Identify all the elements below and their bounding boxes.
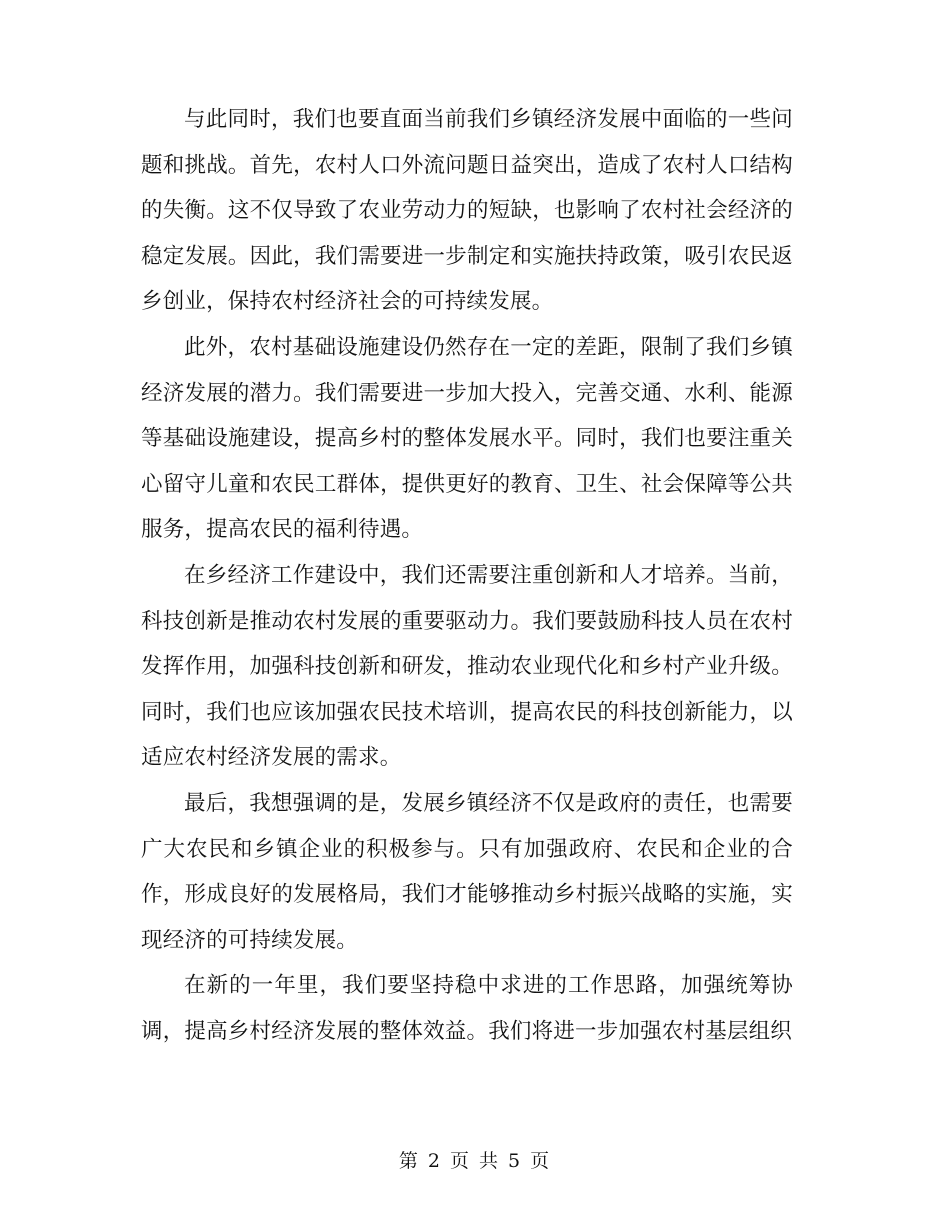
paragraph-3: 在乡经济工作建设中，我们还需要注重创新和人才培养。当前，科技创新是推动农村发展的重要驱动力。我们要鼓励科技人员在农村发挥作用，加强科技创新和研发，推动农业现代化和乡村产业升级。同时，我们也应该加强农民技术培训，提高农民的科技创新能力，以适应农村经济发展的需求。 (141, 562, 793, 771)
paragraph-4: 最后，我想强调的是，发展乡镇经济不仅是政府的责任，也需要广大农民和乡镇企业的积极参与。只有加强政府、农民和企业的合作，形成良好的发展格局，我们才能够推动乡村振兴战略的实施，实现经济的可持续发展。 (141, 790, 793, 953)
paragraph-1: 与此同时，我们也要直面当前我们乡镇经济发展中面临的一些问题和挑战。首先，农村人口外流问题日益突出，造成了农村人口结构的失衡。这不仅导致了农业劳动力的短缺，也影响了农村社会经济的稳定发展。因此，我们需要进一步制定和实施扶持政策，吸引农民返乡创业，保持农村经济社会的可持续发展。 (141, 107, 793, 315)
document-body (141, 97, 793, 1054)
page-footer: 第 2 页 共 5 页 (398, 1150, 552, 1172)
paragraph-2: 此外，农村基础设施建设仍然存在一定的差距，限制了我们乡镇经济发展的潜力。我们需要进一步加大投入，完善交通、水利、能源等基础设施建设，提高乡村的整体发展水平。同时，我们也要注重关心留守儿童和农民工群体，提供更好的教育、卫生、社会保障等公共服务，提高农民的福利待遇。 (141, 334, 793, 543)
paragraph-5: 在新的一年里，我们要坚持稳中求进的工作思路，加强统筹协调，提高乡村经济发展的整体效益。我们将进一步加强农村基层组织 (141, 973, 793, 1044)
